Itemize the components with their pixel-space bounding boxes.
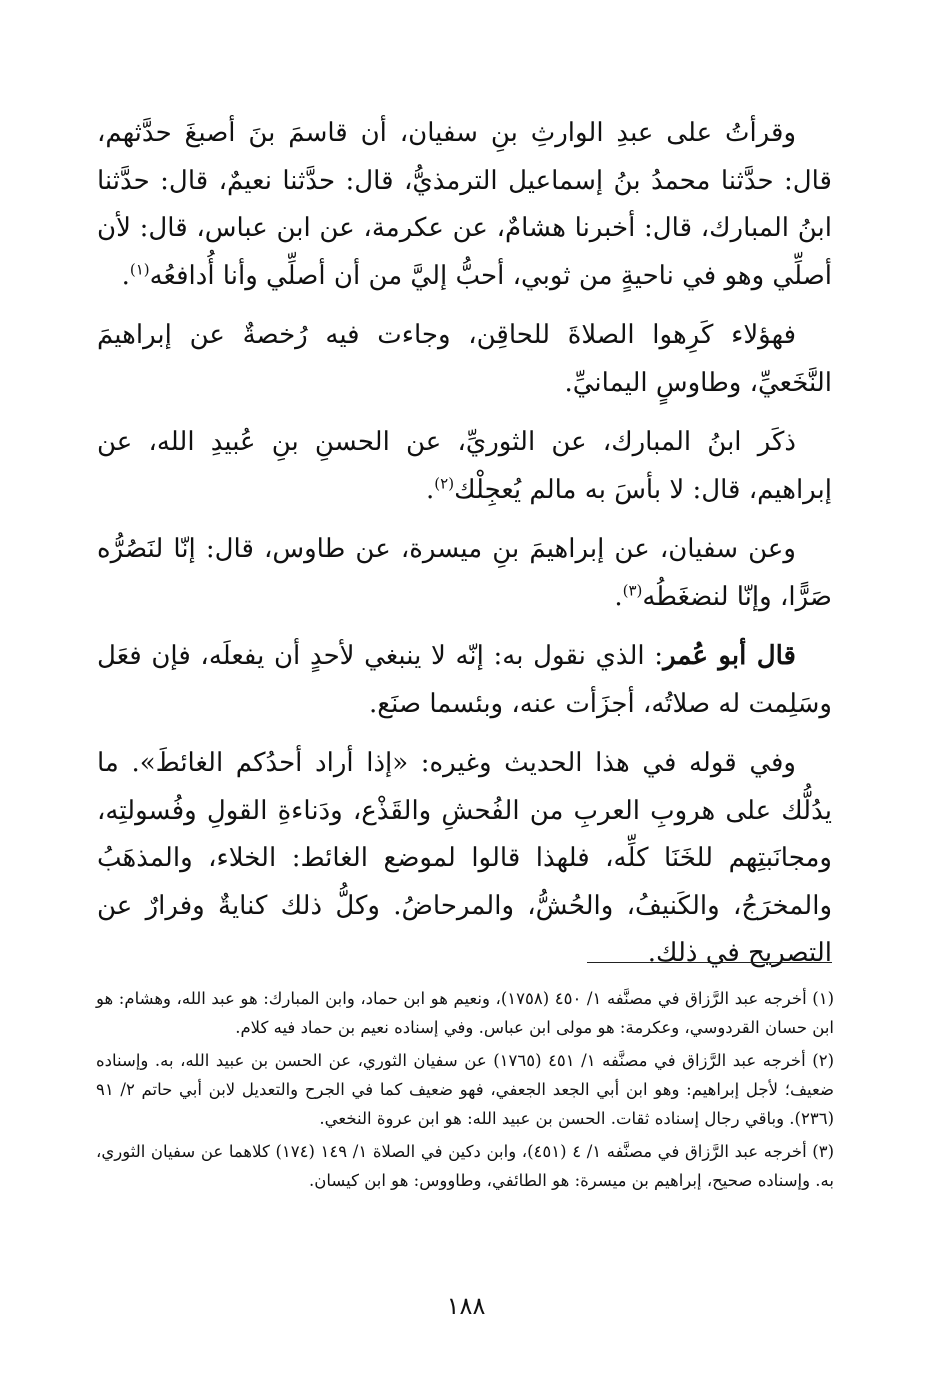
- paragraph: قال أبو عُمر: الذي نقول به: إنّه لا ينبغي لأحدٍ أن يفعلَه، فإن فعَل وسَلِمت له صلاتُه، أجزَأت عنه، وبئسما صنَع.: [97, 641, 832, 719]
- footnote-marker[interactable]: (٣): [622, 580, 643, 599]
- footnote: (٢) أخرجه عبد الرَّزاق في مصنَّفه ١/ ٤٥١ (١٧٦٥) عن سفيان الثوري، عن الحسن بن عبيد الله، به. وإسناده ضعيف؛ لأجل إبراهيم: وهو ابن أبي الجعد الجعفي، فهو ضعيف كما في الجرح والتعديل لابن أبي حاتم ٢/ ٩١ (٢٣٦). وباقي رجال إسناده ثقات. الحسن بن عبيد الله: هو ابن عروة النخعي.: [96, 1051, 834, 1128]
- footnote: (٣) أخرجه عبد الرَّزاق في مصنَّفه ١/ ٤ (٤٥١)، وابن دكين في الصلاة ١/ ١٤٩ (١٧٤) كلاهما عن سفيان الثوري، به. وإسناده صحيح، إبراهيم بن ميسرة: هو الطائفي، وطاووس: هو ابن كيسان.: [96, 1142, 835, 1190]
- footnote-marker[interactable]: (٢): [434, 473, 455, 492]
- footnote: (١) أخرجه عبد الرَّزاق في مصنَّفه ١/ ٤٥٠ (١٧٥٨)، ونعيم هو ابن حماد، وابن المبارك: هو عبد الله، وهشام: هو ابن حسان القردوسي، وعكرمة: هو مولى ابن عباس. وفي إسناده نعيم بن حماد فيه كلام.: [96, 989, 835, 1037]
- footnote-separator: [587, 962, 832, 963]
- author-label: قال أبو عُمر: [663, 641, 796, 671]
- main-text: [97, 110, 832, 990]
- paragraph: وقرأتُ على عبدِ الوارثِ بنِ سفيان، أن قاسمَ بنَ أصبغَ حدَّثهم، قال: حدَّثنا محمدُ بنُ إسماعيل الترمذيُّ، قال: حدَّثنا نعيمٌ، قال: حدَّثنا ابنُ المبارك، قال: أخبرنا هشامٌ، عن عكرمة، عن ابن عباس، قال: لأن أصلِّي وهو في ناحيةٍ من ثوبي، أحبُّ إليَّ من أن أصلِّي وأنا أُدافعُه$^{(١)}$.: [97, 118, 832, 291]
- page-number: ١٨٨: [446, 1292, 486, 1320]
- paragraph: ذكَر ابنُ المبارك، عن الثوريِّ، عن الحسنِ بنِ عُبيدِ الله، عن إبراهيم، قال: لا بأسَ به مالم يُعجِلْك$^{(٢)}$.: [97, 427, 832, 505]
- paragraph: وفي قوله في هذا الحديث وغيره: «إذا أراد أحدُكم الغائطَ». ما يدُلُّك على هروبِ العربِ من الفُحشِ والقَذْع، ودَناءةِ القولِ وفُسولتِه، ومجانَبتِهم للخَنَا كلِّه، فلهذا قالوا لموضع الغائط: الخلاء، والمذهَبُ والمخرَجُ، والكَنيفُ، والحُشُّ، والمرحاضُ. وكلُّ ذلك كنايةٌ وفرارٌ عن التصريح في ذلك.: [97, 748, 832, 968]
- paragraph: وعن سفيان، عن إبراهيمَ بنِ ميسرة، عن طاوس، قال: إنّا لنَصُرُّه صَرًّا، وإنّا لنضغَطُه$^{(٣)}$.: [97, 534, 832, 612]
- paragraph: فهؤلاء كَرِهوا الصلاةَ للحاقِن، وجاءت فيه رُخصةٌ عن إبراهيمَ النَّخَعيِّ، وطاوسٍ اليمانيِّ.: [97, 320, 832, 398]
- footnote-marker[interactable]: (١): [129, 259, 150, 278]
- footnotes: [96, 984, 834, 1199]
